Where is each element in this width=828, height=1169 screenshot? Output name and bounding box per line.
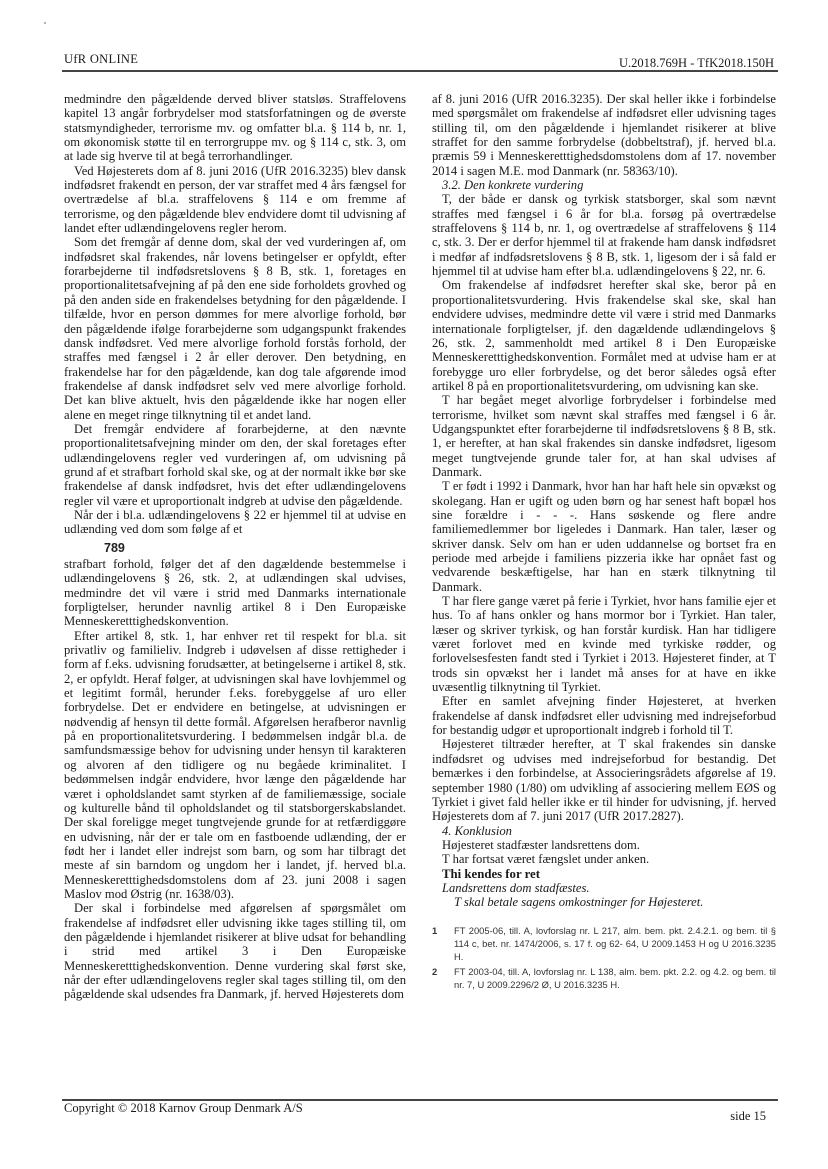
- footnote-text: FT 2005-06, till. A, lovforslag nr. L 217, alm. bem. pkt. 2.4.2.1. og bem. til § 114 c, bet. nr. 1474/2006, s. 17 f. og 62- 64, U 2009.1453 H og U 2016.3235 H.: [454, 924, 776, 962]
- paragraph: Som det fremgår af denne dom, skal der ved vurderingen af, om indfødsret skal frakendes, når lovens betingelser er opfyldt, efter forarbejderne til indfødsretslovens § 8 B, stk. 1, foretages en proportionalitetsafvejning af på den ene side forholdets grovhed og på den anden side en frakendelses betydning for den pågældende. I tilfælde, hvor en person dømmes for mere alvorlige forhold, bør den pågældende ifølge forarbejderne som udgangspunkt frakendes dansk indfødsret. Ved mere alvorlige forhold forstås forhold, der straffes med fængsel i 2 år eller derover. Den betydning, en frakendelse har for den pågældende, kan dog tale afgørende imod frakendelse af dansk indfødsret selv ved mere alvorlige forhold. Det kan blive aktuelt, hvis den pågældende ikke har nogen eller alene en meget ringe tilknytning til et andet land.: [64, 235, 406, 422]
- section-heading: 3.2. Den konkrete vurdering: [442, 178, 584, 193]
- footnotes: [432, 924, 776, 991]
- paragraph: T, der både er dansk og tyrkisk statsborger, skal som nævnt straffes med fængsel i 6 år for bl.a. forsøg på overtrædelse straffelovens § 114 b, nr. 1, og overtrædelse af straffelovens § 114 c, stk. 3. Der er derfor hjemmel til at frakende ham dansk indfødsret i medfør af indfødsretslovens § 8 B, stk. 1, ligesom der i så fald er hjemmel til at udvise ham efter bl.a. udlændingelovens § 22, nr. 6.: [432, 192, 776, 279]
- paragraph: Ved Højesterets dom af 8. juni 2016 (UfR 2016.3235) blev dansk indfødsret frakendt en person, der var straffet med 4 års fængsel for overtrædelse af bl.a. straffelovens § 114 e om fremme af terrorisme, og den pågældende blev endvidere domt til udvisning af landet efter udlændingelovens regler herom.: [64, 163, 406, 236]
- paragraph: T er født i 1992 i Danmark, hvor han har haft hele sin opvækst og skolegang. Han er ugift og uden børn og har senest haft bopæl hos sine forældre i - - -. Hans søskende og flere andre familiemedlemmer bor ligeledes i Danmark. Han taler, læser og skriver dansk. Selv om han er uden uddannelse og bortset fra en periode med arbejde i familiens pizzeria ikke har opnået fast og vedvarende beskæftigelse, har han en stærk tilknytning til Danmark.: [432, 479, 776, 594]
- paragraph: Der skal i forbindelse med afgørelsen af spørgsmålet om frakendelse af indfødsret eller udvisning ikke tages stilling til, om den pågældende i hjemlandet risikerer at blive udsat for behandling i strid med artikel 3 i Den Europæiske Menneskeretttighedskonvention. Denne vurdering skal først ske, når der efter udlændingelovens regler skal tages stilling til, om den pågældende skal udsendes fra Danmark, jf. herved Højesterets dom: [64, 901, 406, 1002]
- footer-page-number: side 15: [730, 1109, 766, 1123]
- paragraph: Det fremgår endvidere af forarbejderne, at den nævnte proportionalitetsafvejning minder om den, der skal foretages efter udlændingelovens regler ved vurderingen af, om udvisning på grund af et strafbart forhold skal ske, og at der normalt ikke bør ske frakendelse af dansk indfødsret, hvis det efter udlændingelovens regler vil være et uproportionalt indgreb at udvise den pågældende.: [64, 421, 406, 508]
- paragraph: af 8. juni 2016 (UfR 2016.3235). Der skal heller ikke i forbindelse med spørgsmålet om frakendelse af indfødsret eller udvisning tages stilling til, om den pågældende i hjemlandet risikerer at blive straffet for den samme forbrydelse (dobbeltstraf), jf. herved bl.a. præmis 59 i Menneskeretttighedsdomstolens dom af 17. november 2014 i sagen M.E. mod Danmark (nr. 58363/10).: [432, 92, 776, 178]
- header-publication: UfR ONLINE: [64, 52, 139, 66]
- footnote-text: FT 2003-04, till. A, lovforslag nr. L 138, alm. bem. pkt. 2.2. og 4.2. og bem. til nr. 7, U 2009.2296/2 Ø, U 2016.3235 H.: [454, 965, 776, 990]
- verdict-title: Thi kendes for ret: [442, 866, 540, 881]
- paragraph: T har begået meget alvorlige forbrydelser i forbindelse med terrorisme, hvilket som nævnt skal straffes med fængsel i 6 år. Udgangspunktet efter forarbejderne til indfødsretslovens § 8 B, stk. 1, er herefter, at han skal frakendes sin danske indfødsret, ligesom meget tungtvejende grunde taler for, at han skal udvises af Danmark.: [432, 393, 776, 479]
- footnote-number: 1: [432, 924, 438, 936]
- header-reference: U.2018.769H - TfK2018.150H: [619, 56, 774, 70]
- paragraph: Efter artikel 8, stk. 1, har enhver ret til respekt for bl.a. sit privatliv og familieliv. Indgreb i udøvelsen af disse rettigheder i form af f.eks. udvisning forudsætter, at betingelserne i artikel 8, stk. 2, er opfyldt. Heraf følger, at udvisningen skal have lovhjemmel og et legitimt formål, herunder f.eks. forebyggelse af uro eller forbrydelse. Det er endvidere en betingelse, at udvisningen er nødvendig af hensyn til dette formål. Afgørelsen herafberor navnlig på en proportionalitetsvurdering. I bedømmelsen indgår bl.a. de samfundsmæssige behov for udvisning under hensyn til karakteren og alvoren af den tidligere og nu begåede kriminalitet. I bedømmelsen indgår endvidere, hvor længe den pågældende har været i opholdslandet samt styrken af de familiemæssige, sociale og kulturelle bånd til opholdslandet og til statsborgerskabslandet. Der skal foreligge meget tungtvejende grunde for at retfærdiggøre en udvisning, når der er tale om en fastboende udlænding, der er født her i landet eller indrejst som barn, og som har tilbragt det meste af sin barndom og ungdom her i landet, jf. herved bl.a. Menneskeretttighedsdomstolens dom af 23. juni 2008 i sagen Maslov mod Østrig (nr. 1638/03).: [64, 628, 406, 901]
- verdict-line: Landsrettens dom stadfæstes.: [442, 880, 590, 895]
- paragraph: T har flere gange været på ferie i Tyrkiet, hvor hans familie ejer et hus. To af hans onkler og hans mormor bor i Tyrkiet. Han taler, læser og skriver tyrkisk, og han forstår kurdisk. Han har tidligere været forlovet med en kvinde med tyrkiske rødder, og forlovelsesfesten fandt sted i Tyrkiet i 2013. Højesteret finder, at T trods sin opvækst her i landet må anses for at have en ikke uvæsentlig tilknytning til Tyrkiet.: [432, 594, 776, 695]
- right-column: [432, 92, 776, 993]
- section-heading: 4. Konklusion: [442, 823, 512, 838]
- scan-speck: [44, 22, 46, 24]
- paragraph: T har fortsat været fængslet under anken.: [442, 852, 650, 867]
- paragraph: Når der i bl.a. udlændingelovens § 22 er hjemmel til at udvise en udlænding ved dom som følge af et: [64, 507, 406, 537]
- paragraph: strafbart forhold, følger det af den dagældende bestemmelse i udlændingelovens § 26, stk. 2, at udlændingen skal udvises, medmindre det vil være i strid med Danmarks internationale forpligtelser, herunder navnlig artikel 8 i Den Europæiske Menneskeretttighedskonvention.: [64, 557, 406, 629]
- header-rule: [62, 70, 778, 72]
- paragraph: Om frakendelse af indfødsret herefter skal ske, beror på en proportionalitetsvurdering. Hvis frakendelse skal ske, skal han endvidere udvises, medmindre dette vil være i strid med Danmarks internationale forpligtelser, jf. den dagældende udlændingelovs § 26, stk. 2, sammenholdt med artikel 8 i Den Europæiske Menneskeretttighedskonvention. Formålet med at udvise ham er at forebygge uro eller forbrydelse, og det beror således også efter artikel 8 på en proportionalitetsvurdering, om udvisning kan ske.: [432, 278, 776, 393]
- footnote: [432, 965, 776, 991]
- original-page-number: 789: [104, 540, 125, 555]
- paragraph: medmindre den pågældende derved bliver statsløs. Straffelovens kapitel 13 angår forbrydelser mod statsforfatningen og de øverste statsmyndigheder, terrorisme mv. og omfatter bl.a. § 114 b, nr. 1, om økonomisk støtte til en terrorgruppe mv. og § 114 c, stk. 3, om at lade sig hverve til at begå terrorhandlinger.: [64, 92, 406, 164]
- paragraph: Højesteret tiltræder herefter, at T skal frakendes sin danske indfødsret og udvises med indrejseforbud for bestandig. Det bemærkes i den forbindelse, at Associeringsrådets afgørelse af 19. september 1980 (1/80) om udvikling af associering mellem EØS og Tyrkiet i givet fald heller ikke er til hinder for udvisning, jf. herved Højesterets dom af 7. juni 2017 (UfR 2017.2827).: [432, 737, 776, 824]
- paragraph: Efter en samlet afvejning finder Højesteret, at hverken frakendelse af dansk indfødsret eller udvisning med indrejseforbud for bestandig udgør et uproportionalt indgreb i forhold til T.: [432, 694, 776, 738]
- footnote: [432, 924, 776, 963]
- footer-copyright: Copyright © 2018 Karnov Group Denmark A/S: [64, 1101, 303, 1115]
- verdict-line: T skal betale sagens omkostninger for Højesteret.: [454, 895, 704, 910]
- paragraph: Højesteret stadfæster landsrettens dom.: [442, 837, 640, 852]
- footnote-number: 2: [432, 965, 438, 977]
- left-column: [64, 92, 406, 1002]
